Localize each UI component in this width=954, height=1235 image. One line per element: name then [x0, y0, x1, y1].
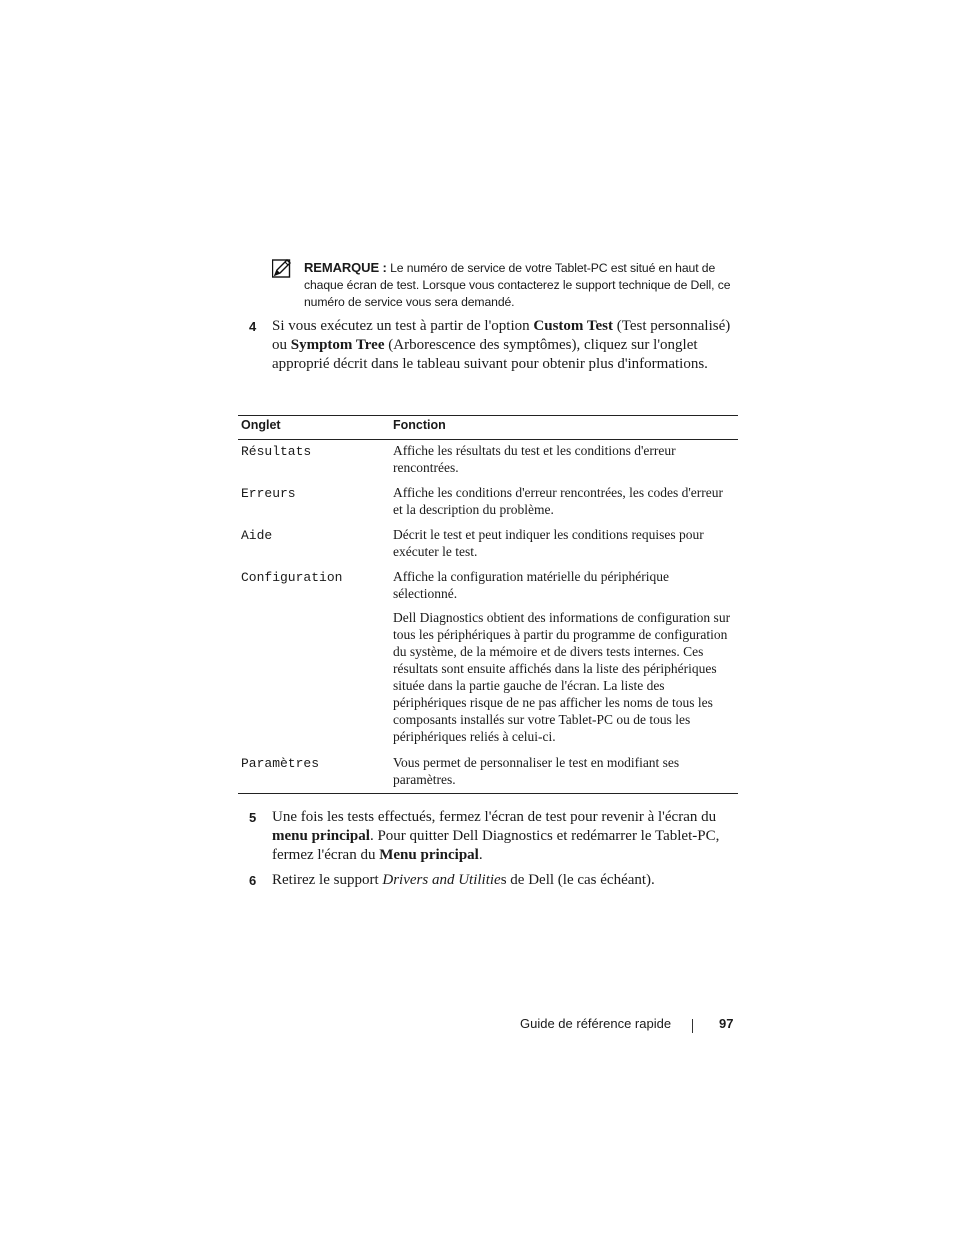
tab-name: Configuration: [241, 570, 343, 585]
tab-name: Paramètres: [241, 756, 320, 771]
step-number: 4: [249, 319, 257, 334]
tab-function: Dell Diagnostics obtient des informations de configuration sur tous les périphériques à partir du programme de configuration du système, de la mémoire et de divers tests internes. Ces résultats sont ensuite affichés dans la liste des périphériques située dans la partie gauche de l'écran. La liste des périphériques risque de ne pas afficher les noms de tous les composants installés sur votre Tablet-PC ou de tous les périphériques reliés à celui-ci.: [393, 610, 731, 744]
page-number: 97: [719, 1016, 734, 1031]
pencil-note-icon: [272, 258, 292, 278]
note-text: [304, 259, 744, 311]
step-text: [272, 871, 742, 890]
text-run: (Arborescence des symptômes), cliquez sur l'onglet approprié décrit dans le tableau suivant pour obtenir plus d'informations.: [272, 337, 708, 372]
text-run: Si vous exécutez un test à partir de l'option: [272, 318, 534, 334]
tab-function: Affiche les conditions d'erreur rencontrées, les codes d'erreur et la description du problème.: [393, 485, 723, 517]
step-text: [272, 808, 742, 865]
note-label: REMARQUE :: [304, 260, 387, 275]
footer-separator: [692, 1019, 693, 1033]
step-number: 6: [249, 873, 257, 888]
tab-function: Affiche les résultats du test et les conditions d'erreur rencontrées.: [393, 443, 676, 475]
tab-function: Décrit le test et peut indiquer les conditions requises pour exécuter le test.: [393, 527, 704, 559]
step-number: 5: [249, 810, 257, 825]
menu-principal-term: Menu principal: [379, 847, 479, 863]
text-run: . Pour quitter Dell Diagnostics et redémarrer le Tablet-PC, fermez l'écran du: [272, 828, 720, 863]
table-header-rule: [238, 439, 738, 440]
text-run: Une fois les tests effectués, fermez l'écran de test pour revenir à l'écran du: [272, 809, 717, 825]
drivers-utilities-term: Drivers and Utilitie: [382, 872, 501, 888]
menu-principal-term: menu principal: [272, 828, 370, 844]
tab-function: Affiche la configuration matérielle du périphérique sélectionné.: [393, 569, 670, 601]
step-text: [272, 317, 742, 374]
tab-name: Résultats: [241, 444, 312, 459]
header-fonction: Fonction: [393, 418, 446, 432]
custom-test-term: Custom Test: [533, 318, 613, 334]
tab-function: Vous permet de personnaliser le test en modifiant ses paramètres.: [393, 755, 680, 787]
table-top-rule: [238, 415, 738, 416]
symptom-tree-term: Symptom Tree: [290, 337, 385, 353]
note-body: Le numéro de service de votre Tablet-PC est situé en haut de chaque écran de test. Lorsque vous contacterez le support technique de Dell, ce numéro de service vous sera demandé.: [304, 261, 731, 309]
tab-name: Erreurs: [241, 486, 296, 501]
footer-title: Guide de référence rapide: [520, 1016, 672, 1031]
table-bottom-rule: [238, 793, 738, 794]
text-run: Retirez le support: [272, 872, 383, 888]
text-run: s de Dell (le cas échéant).: [500, 872, 655, 888]
text-run: (Test personnalisé) ou: [272, 318, 731, 353]
header-onglet: Onglet: [241, 418, 281, 432]
text-run: .: [478, 847, 483, 863]
tab-name: Aide: [241, 528, 273, 543]
